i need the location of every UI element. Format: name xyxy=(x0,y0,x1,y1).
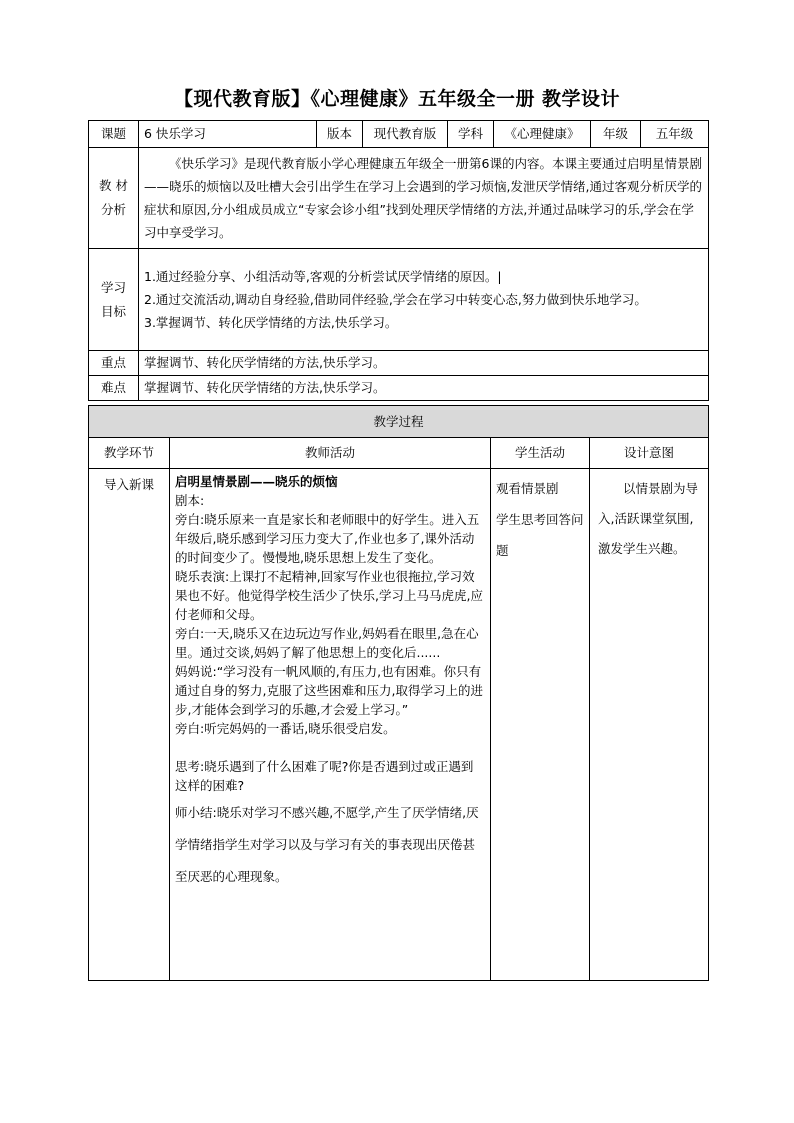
script-line-4: 旁白:一天,晓乐又在边玩边写作业,妈妈看在眼里,急在心里。通过交谈,妈妈了解了他思想上的变化后...... xyxy=(175,626,479,660)
process-title-row xyxy=(89,406,709,438)
script-line-2: 旁白:晓乐原来一直是家长和老师眼中的好学生。进入五年级后,晓乐感到学习压力变大了,作业也多了,课外活动的时间变少了。慢慢地,晓乐思想上发生了变化。 xyxy=(175,512,480,565)
analysis-cell xyxy=(139,148,709,249)
difficulty-row xyxy=(89,376,709,401)
subject-label: 学科 xyxy=(448,121,494,148)
edition-value: 现代教育版 xyxy=(363,121,448,148)
header-student-activity: 学生活动 xyxy=(491,438,590,469)
script-line-5: 妈妈说:“学习没有一帆风顺的,有压力,也有困难。你只有通过自身的努力,克服了这些困难和压力,取得学习上的进步,才能体会到学习的乐趣,才会爱上学习。” xyxy=(175,664,483,717)
think-question: 思考:晓乐遇到了什么困难了呢?你是否遇到过或正遇到这样的困难? xyxy=(175,759,474,793)
analysis-row xyxy=(89,148,709,249)
goals-label-line-2: 目标 xyxy=(100,303,126,319)
teaching-process-table xyxy=(88,405,709,981)
process-section-title: 教学过程 xyxy=(89,406,709,438)
teacher-activity-cell xyxy=(170,469,491,981)
process-header-row xyxy=(89,438,709,469)
student-activity-cell xyxy=(491,469,590,981)
student-activity-2: 学生思考回答问题 xyxy=(496,512,584,558)
grade-label: 年级 xyxy=(591,121,641,148)
design-intent-text: 以情景剧为导入,活跃课堂氛围,激发学生兴趣。 xyxy=(598,481,699,556)
topic-value: 6 快乐学习 xyxy=(139,121,317,148)
goal-item-3: 3.掌握调节、转化厌学情绪的方法,快乐学习。 xyxy=(144,315,398,330)
difficulty-label: 难点 xyxy=(89,376,139,401)
topic-row xyxy=(89,121,709,148)
process-row-intro xyxy=(89,469,709,981)
grade-value: 五年级 xyxy=(641,121,709,148)
teacher-summary: 师小结:晓乐对学习不感兴趣,不愿学,产生了厌学情绪,厌学情绪指学生对学习以及与学习有关的事表现出厌倦甚至厌恶的心理现象。 xyxy=(175,805,479,884)
key-point-row xyxy=(89,351,709,376)
script-line-6: 旁白:听完妈妈的一番话,晓乐很受启发。 xyxy=(175,721,396,736)
goal-item-2: 2.通过交流活动,调动自身经验,借助同伴经验,学会在学习中转变心态,努力做到快乐地学习。 xyxy=(144,292,647,307)
header-design-intent: 设计意图 xyxy=(590,438,709,469)
header-teacher-activity: 教师活动 xyxy=(170,438,491,469)
goals-row xyxy=(89,249,709,351)
analysis-label xyxy=(89,148,139,249)
difficulty-value: 掌握调节、转化厌学情绪的方法,快乐学习。 xyxy=(139,376,709,401)
analysis-label-line-1: 教 材 xyxy=(99,178,128,193)
script-line-1: 剧本: xyxy=(175,493,205,508)
stage-cell: 导入新课 xyxy=(89,469,170,981)
analysis-text: 《快乐学习》是现代教育版小学心理健康五年级全一册第6课的内容。本课主要通过启明星情景剧——晓乐的烦恼以及吐槽大会引出学生在学习上会遇到的学习烦恼,发泄厌学情绪,通过客观分析厌学的症状和原因,分小组成员成立“专家会诊小组”找到处理厌学情绪的方法,并通过品味学习的乐,学会在学习中享受学习。 xyxy=(144,156,702,240)
student-activity-1: 观看情景剧 xyxy=(496,481,559,496)
analysis-label-line-2: 分析 xyxy=(100,202,126,217)
design-intent-cell xyxy=(590,469,709,981)
page-title: 【现代教育版】《心理健康》五年级全一册 教学设计 xyxy=(173,88,621,110)
header-stage: 教学环节 xyxy=(89,438,170,469)
goals-label-line-1: 学习 xyxy=(100,279,126,295)
script-line-3: 晓乐表演:上课打不起精神,回家写作业也很拖拉,学习效果也不好。他觉得学校生活少了快乐,学习上马马虎虎,应付老师和父母。 xyxy=(175,569,483,622)
lesson-info-table xyxy=(88,120,709,401)
topic-label: 课题 xyxy=(89,121,139,148)
goals-cell xyxy=(139,249,709,351)
key-point-value: 掌握调节、转化厌学情绪的方法,快乐学习。 xyxy=(139,351,709,376)
goal-item-1: 1.通过经验分享、小组活动等,客观的分析尝试厌学情绪的原因。| xyxy=(144,269,502,284)
subject-value: 《心理健康》 xyxy=(494,121,591,148)
key-point-label: 重点 xyxy=(89,351,139,376)
teacher-heading: 启明星情景剧——晓乐的烦恼 xyxy=(175,474,338,489)
edition-label: 版本 xyxy=(317,121,363,148)
goals-label xyxy=(89,249,139,351)
